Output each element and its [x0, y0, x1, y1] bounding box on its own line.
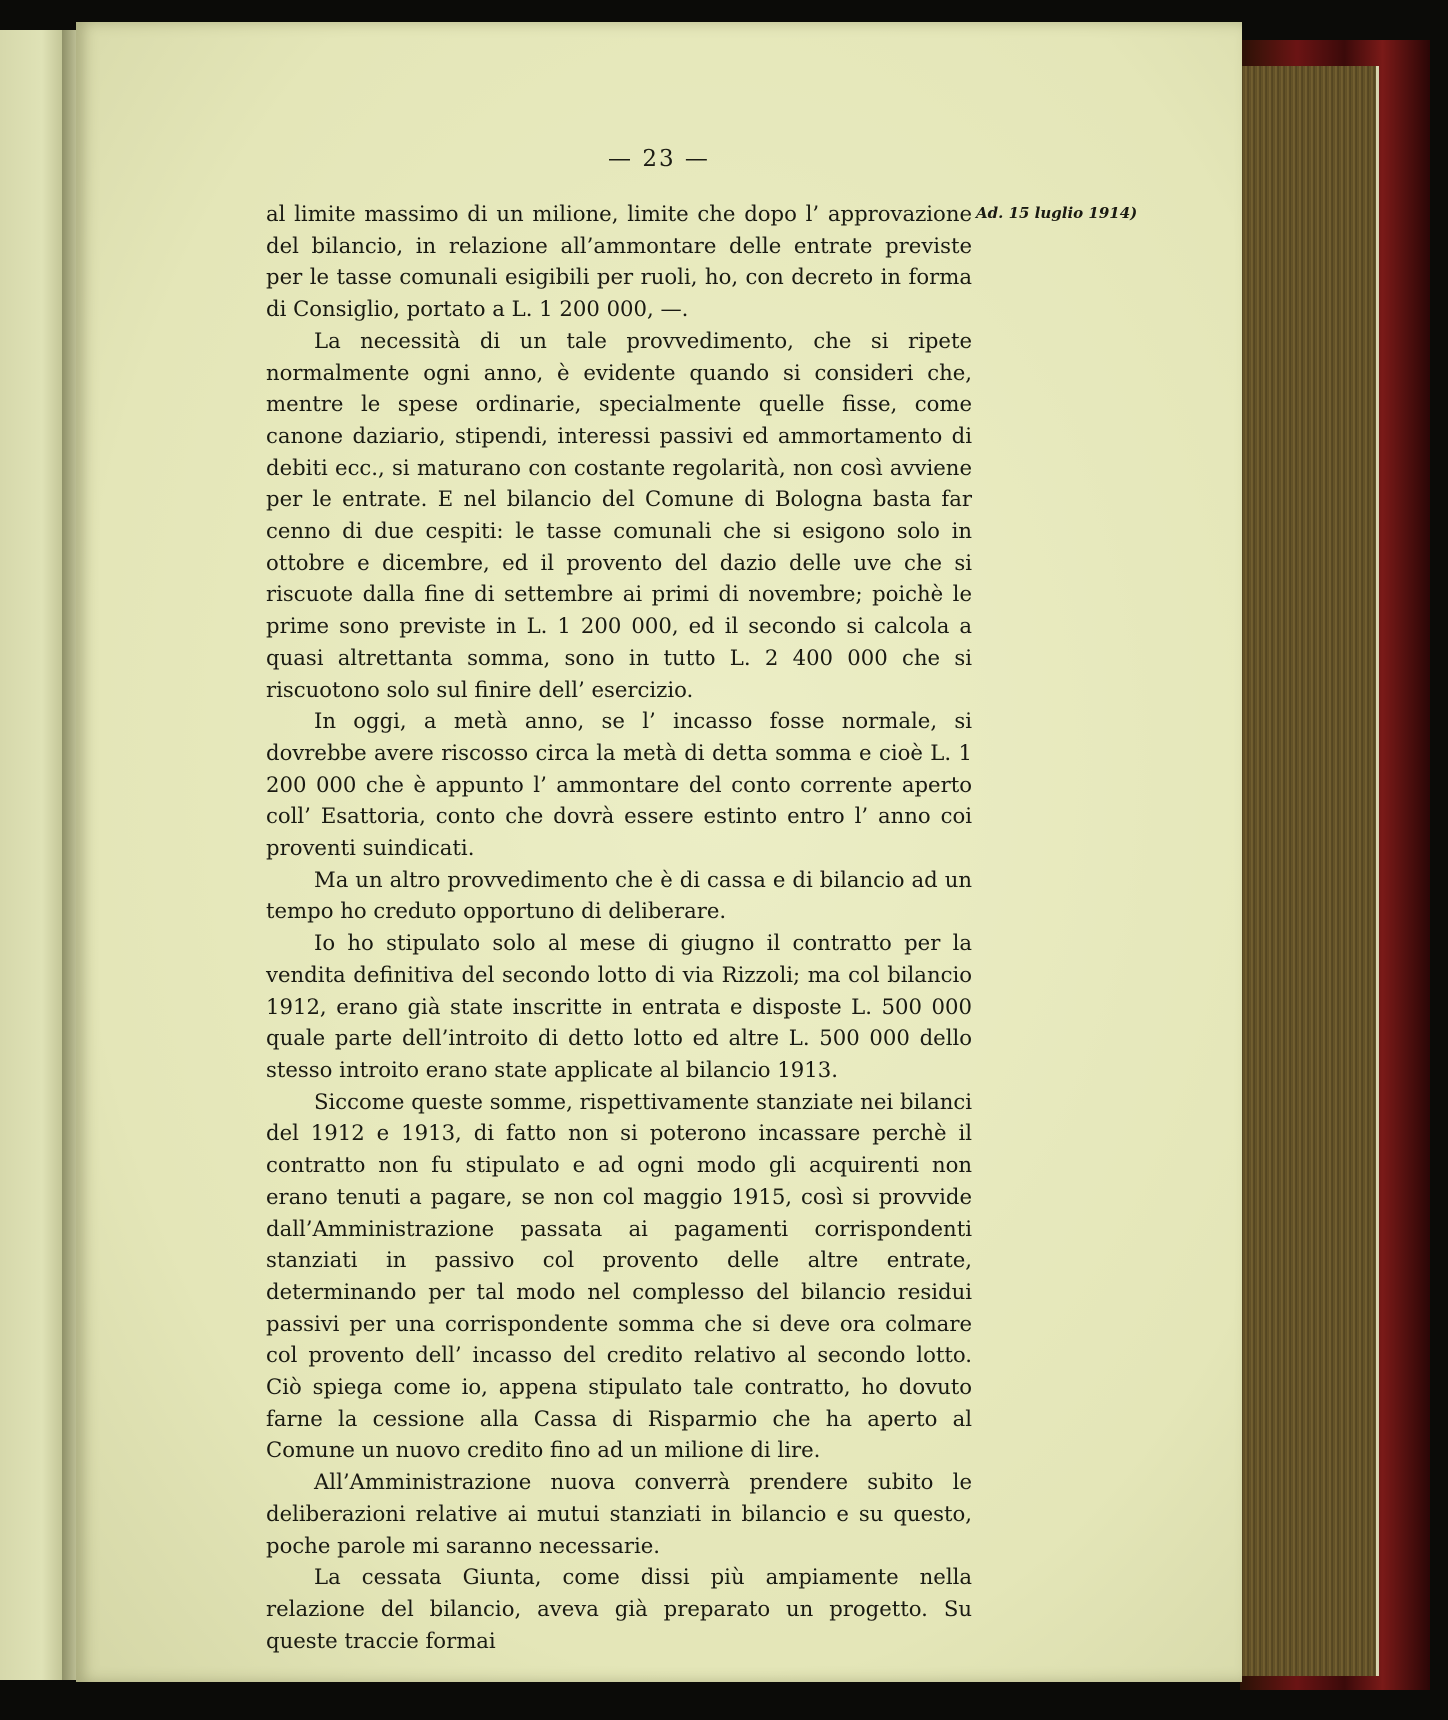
page-block-edge	[1238, 66, 1379, 1676]
book-page	[76, 22, 1242, 1682]
page-number: — 23 —	[608, 146, 710, 172]
paragraph: Ma un altro provvedimento che è di cassa e di bilancio ad un tempo ho creduto opportuno di deliberare.	[266, 866, 972, 924]
paragraph: In oggi, a metà anno, se l’ incasso fosse normale, si dovrebbe avere riscosso circa la metà di detta somma e cioè L. 1 200 000 che è appunto l’ ammontare del conto corrente aperto coll’ Esattoria, conto che dovrà essere estinto entro l’ anno coi proventi suindicati.	[266, 708, 972, 861]
margin-note: Ad. 15 luglio 1914)	[976, 204, 1138, 222]
paragraph: La cessata Giunta, come dissi più ampiamente nella relazione del bilancio, aveva già preparato un progetto. Su queste traccie formai	[266, 1564, 972, 1653]
paragraph: All’Amministrazione nuova converrà prendere subito le deliberazioni relative ai mutui stanziati in bilancio e su questo, poche parole mi saranno necessarie.	[266, 1469, 972, 1558]
paragraph: Siccome queste somme, rispettivamente stanziate nei bilanci del 1912 e 1913, di fatto non si poterono incassare perchè il contratto non fu stipulato e ad ogni modo gli acquirenti non erano tenuti a pagare, se non col maggio 1915, così si provvide dall’Amministrazione passata ai pagamenti corrispondenti stanziati in passivo col provento delle altre entrate, determinando per tal modo nel complesso del bilancio residui passivi per una corrispondente somma che si deve ora colmare col provento dell’ incasso del credito relativo al secondo lotto. Ciò spiega come io, appena stipulato tale contratto, ho dovuto farne la cessione alla Cassa di Risparmio che ha aperto al Comune un nuovo credito fino ad un milione di lire.	[266, 1088, 972, 1463]
paragraph: La necessità di un tale provvedimento, che si ripete normalmente ogni anno, è evidente quando si consideri che, mentre le spese ordinarie, specialmente quelle fisse, come canone daziario, stipendi, interessi passivi ed ammortamento di debiti ecc., si maturano con costante regolarità, non così avviene per le entrate. E nel bilancio del Comune di Bologna basta far cenno di due cespiti: le tasse comunali che si esigono solo in ottobre e dicembre, ed il provento del dazio delle uve che si riscuote dalla fine di settembre ai primi di novembre; poichè le prime sono previste in L. 1 200 000, ed il secondo si calcola a quasi altrettanta somma, sono in tutto L. 2 400 000 che si riscuotono solo sul finire dell’ esercizio.	[266, 327, 972, 702]
body-text	[266, 198, 972, 1656]
previous-page	[0, 30, 70, 1680]
paragraph: al limite massimo di un milione, limite che dopo l’ approvazione del bilancio, in relazione all’ammontare delle entrate previste per le tasse comunali esigibili per ruoli, ho, con decreto in forma di Consiglio, portato a L. 1 200 000, —.	[266, 201, 972, 322]
paragraph: Io ho stipulato solo al mese di giugno il contratto per la vendita definitiva del secondo lotto di via Rizzoli; ma col bilancio 1912, erano già state inscritte in entrata e disposte L. 500 000 quale parte dell’introito di detto lotto ed altre L. 500 000 dello stesso introito erano state applicate al bilancio 1913.	[266, 930, 972, 1082]
